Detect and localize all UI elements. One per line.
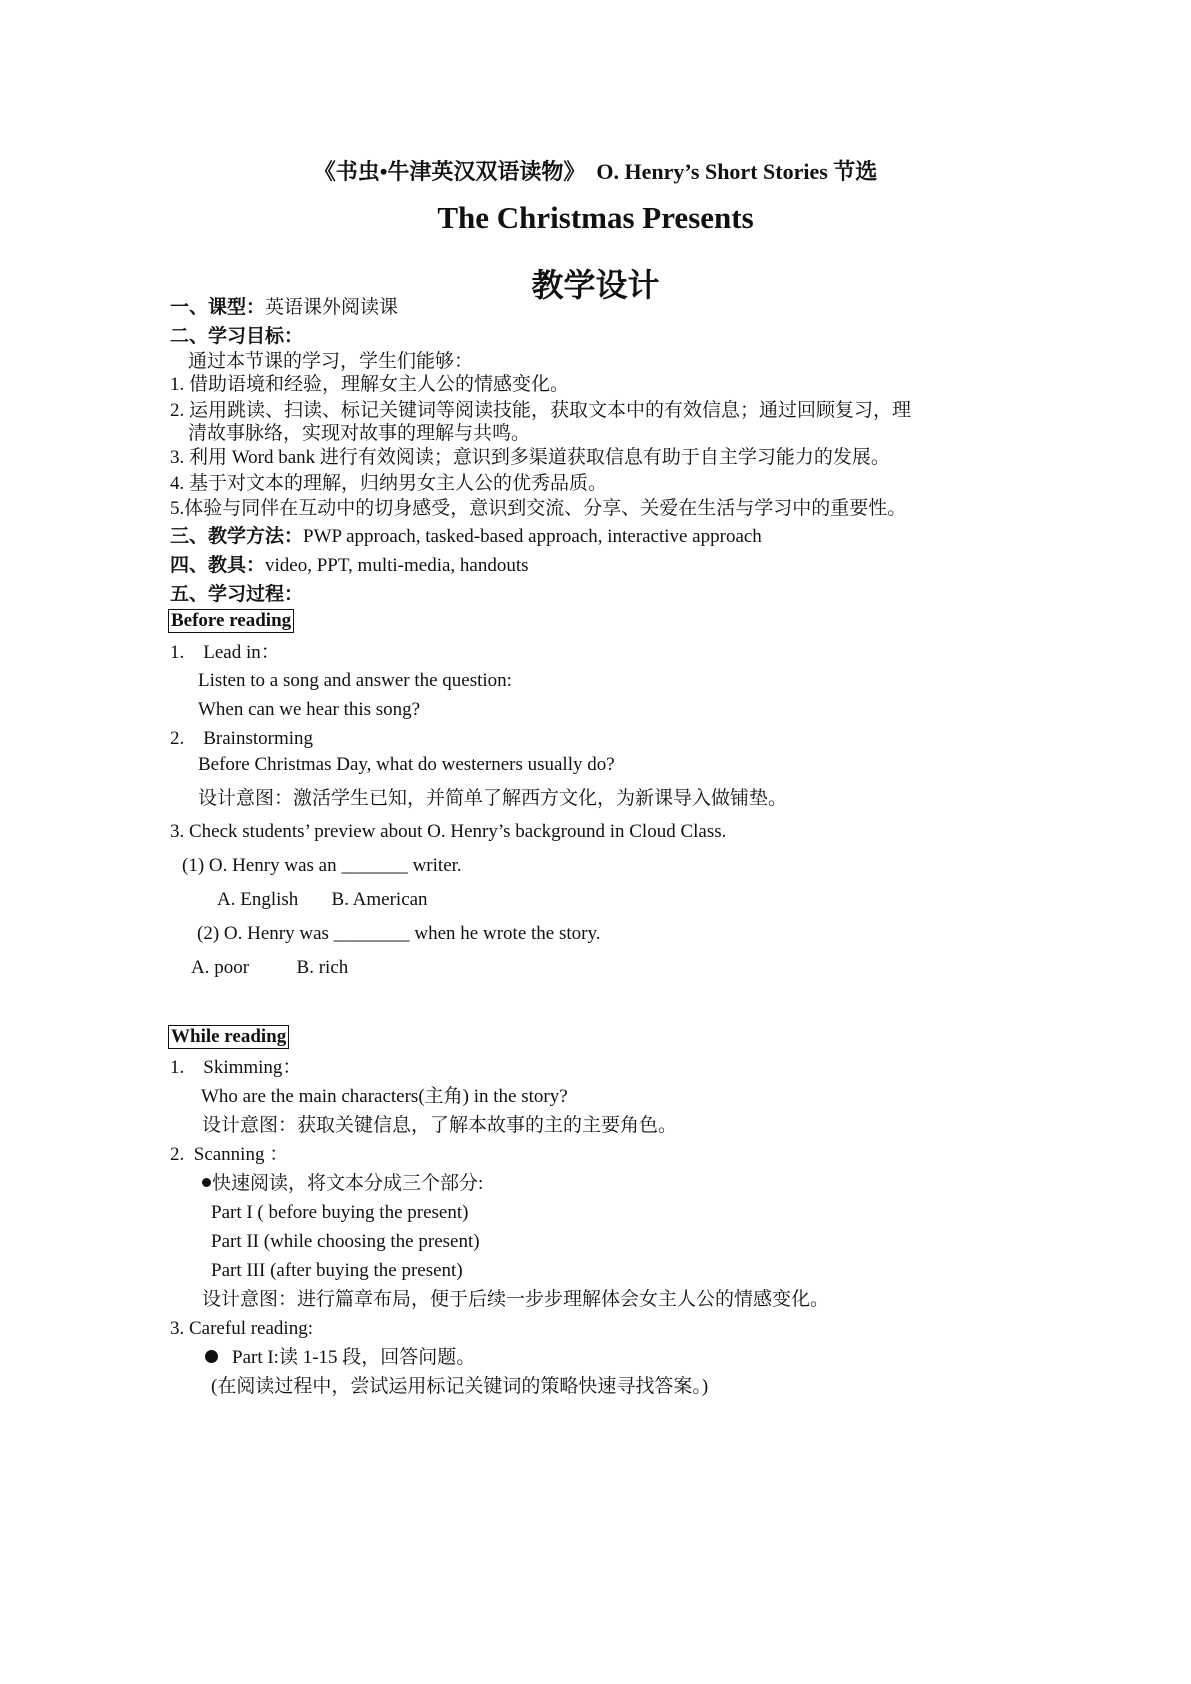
goal-item: 4. 基于对文本的理解，归纳男女主人公的优秀品质。 [170,473,608,494]
while-reading-heading-box [168,1025,289,1049]
goal-item: 1. 借助语境和经验，理解女主人公的情感变化。 [170,374,570,395]
section-teaching-methods [170,525,762,549]
part-item: Part II (while choosing the present) [211,1231,480,1252]
section-teaching-aids [170,554,529,578]
section-learning-process-label: 五、学习过程： [170,584,304,605]
quiz-options: A. poor B. rich [191,957,349,978]
careful-reading-tip: (在阅读过程中，尝试运用标记关键词的策略快速寻找答案。) [211,1376,709,1397]
section-learning-goals-label: 二、学习目标： [170,326,304,347]
goal-item-continued: 清故事脉络，实现对故事的理解与共鸣。 [188,423,531,444]
quiz-question: (2) O. Henry was ________ when he wrote the story. [197,923,601,944]
scanning-item: 2. Scanning ： [170,1144,289,1165]
before-reading-heading: Before reading [168,609,294,633]
bullet-icon [202,1178,211,1187]
section-value: video, PPT, multi-media, handouts [265,555,529,576]
part-item: Part I ( before buying the present) [211,1202,469,1223]
section-label: 四、教具： [170,555,266,576]
scanning-task [202,1172,483,1196]
part-item: Part III (after buying the present) [211,1260,463,1281]
goal-item: 2. 运用跳读、扫读、标记关键词等阅读技能，获取文本中的有效信息；通过回顾复习，理 [170,400,912,421]
section-course-type [170,296,398,320]
before-reading-heading-box [168,609,294,633]
document-title: The Christmas Presents [437,200,754,235]
check-preview-item: 3. Check students’ preview about O. Henry’s background in Cloud Class. [170,821,727,842]
while-reading-heading: While reading [168,1025,289,1049]
careful-reading-part-text: Part I:读 1-15 段，回答问题。 [232,1347,476,1368]
design-intent: 设计意图：进行篇章布局，便于后续一步步理解体会女主人公的情感变化。 [202,1289,830,1310]
section-label: 三、教学方法： [170,526,304,547]
brainstorming-question: Before Christmas Day, what do westerners usually do? [198,754,615,775]
document-cn-title: 教学设计 [531,267,660,303]
bullet-icon [205,1350,218,1363]
lead-in-question: When can we hear this song? [198,699,421,720]
lead-in-item: 1. Lead in： [170,642,280,663]
lead-in-instruction: Listen to a song and answer the question: [198,670,512,691]
section-value: 英语课外阅读课 [265,297,399,318]
design-intent: 设计意图：获取关键信息，了解本故事的主的主要角色。 [202,1115,678,1136]
skimming-question: Who are the main characters(主角) in the story? [201,1086,568,1107]
quiz-question: (1) O. Henry was an _______ writer. [182,855,462,876]
section-value: PWP approach, tasked-based approach, interactive approach [303,526,762,547]
section-label: 一、课型： [170,297,266,318]
skimming-item: 1. Skimming： [170,1057,302,1078]
goal-item: 5.体验与同伴在互动中的切身感受，意识到交流、分享、关爱在生活与学习中的重要性。 [170,498,907,519]
design-intent: 设计意图：激活学生已知，并简单了解西方文化，为新课导入做铺垫。 [198,788,788,809]
scanning-task-text: 快速阅读，将文本分成三个部分: [212,1173,484,1194]
goal-item: 3. 利用 Word bank 进行有效阅读；意识到多渠道获取信息有助于自主学习能力的发展。 [170,447,890,468]
quiz-options: A. English B. American [217,889,428,910]
brainstorming-item: 2. Brainstorming [170,728,314,749]
careful-reading-item: 3. Careful reading: [170,1318,313,1339]
document-subtitle: 《书虫•牛津英汉双语读物》 O. Henry’s Short Stories 节选 [313,159,878,184]
goals-intro: 通过本节课的学习，学生们能够： [188,351,474,372]
careful-reading-part [205,1346,475,1370]
